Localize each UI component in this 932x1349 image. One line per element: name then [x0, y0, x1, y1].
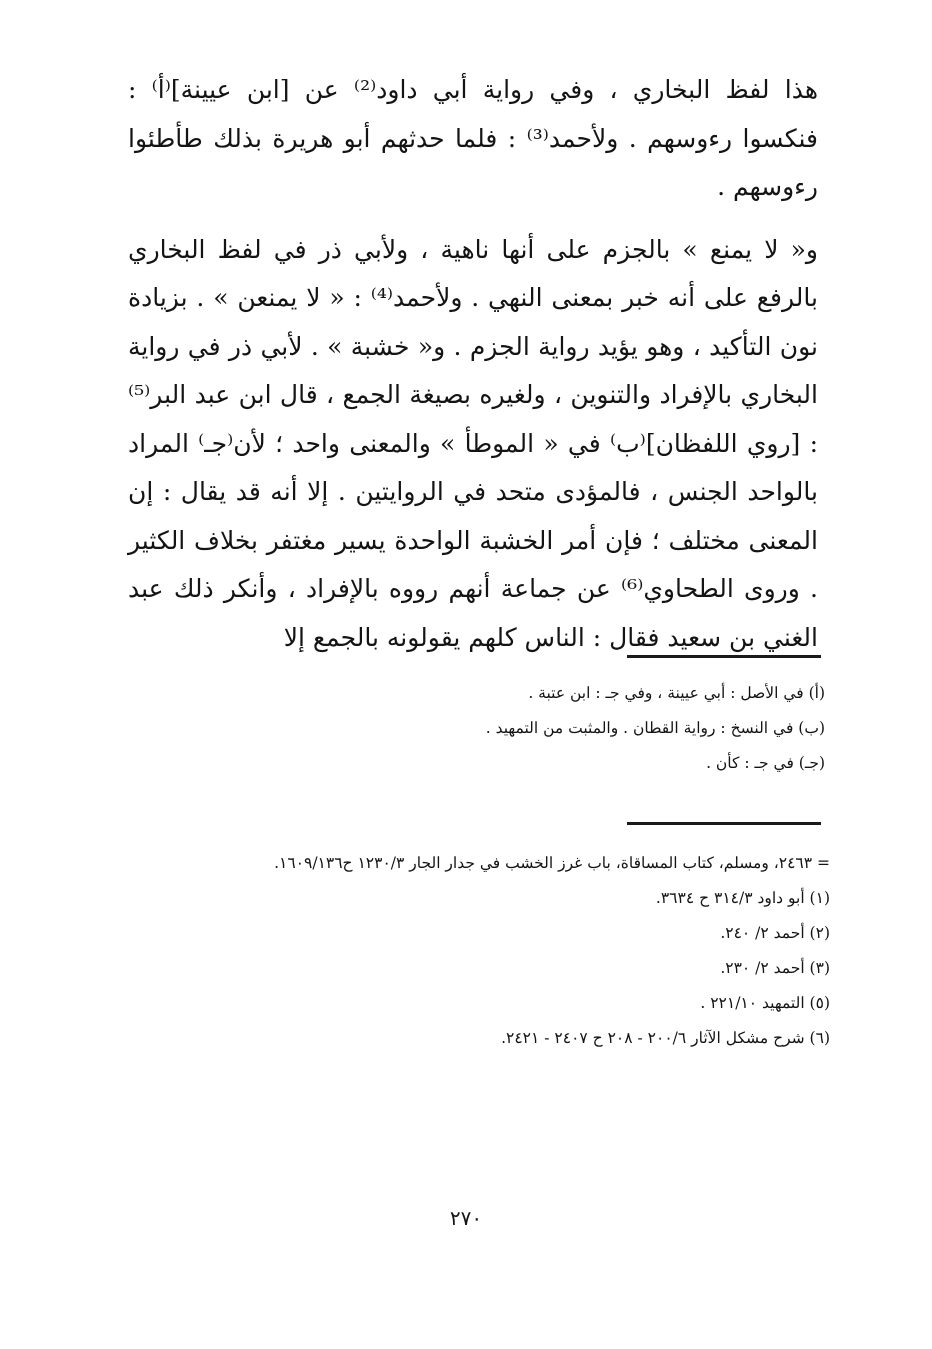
reference-note-3: (٣) أحمد ٢/ ٢٣٠. — [720, 959, 830, 977]
manuscript-note-a: (أ) في الأصل : أبي عيينة ، وفي جـ : ابن عتبة . — [528, 684, 825, 702]
paragraph-1: هذا لفظ البخاري ، وفي رواية أبي داود⁽²⁾ عن [ابن عيينة]⁽أ⁾ : فنكسوا رءوسهم . ولأحمد⁽³⁾ : فلما حدثهم أبو هريرة بذلك طأطئوا رءوسهم . — [128, 75, 818, 201]
reference-note-6: (٦) شرح مشكل الآثار ٢٠٠/٦ - ٢٠٨ ح ٢٤٠٧ - ٢٤٢١. — [501, 1029, 830, 1047]
page-number: ٢٧٠ — [449, 1206, 483, 1230]
paragraph-2: و« لا يمنع » بالجزم على أنها ناهية ، ولأبي ذر في لفظ البخاري بالرفع على أنه خبر بمعنى النهي . ولأحمد⁽⁴⁾ : « لا يمنعن » . بزيادة نون التأكيد ، وهو يؤيد رواية الجزم . و« خشبة » . لأبي ذر في رواية البخاري بالإفراد والتنوين ، ولغيره بصيغة الجمع ، قال ابن عبد البر⁽⁵⁾ : [روي اللفظان]⁽ب⁾ في « الموطأ » والمعنى واحد ؛ لأن⁽جـ⁾ المراد بالواحد الجنس ، فالمؤدى متحد في الروايتين . إلا أنه قد يقال : إن المعنى مختلف ؛ فإن أمر الخشبة الواحدة يسير مغتفر بخلاف الكثير . وروى الطحاوي⁽⁶⁾ عن جماعة أنهم رووه بالإفراد ، وأنكر ذلك عبد الغني بن سعيد فقال : الناس كلهم يقولونه بالجمع إلا — [128, 234, 818, 652]
manuscript-note-c: (جـ) في جـ : كأن . — [706, 754, 825, 772]
reference-notes — [160, 846, 830, 1056]
reference-note-5: (٥) التمهيد ٢٢١/١٠ . — [700, 994, 830, 1012]
manuscript-note-b: (ب) في النسخ : رواية القطان . والمثبت من التمهيد . — [485, 719, 825, 737]
footnote-separator-manuscript — [627, 655, 821, 658]
footnote-separator-references — [627, 822, 821, 825]
manuscript-notes — [300, 676, 825, 781]
main-text-body — [128, 66, 818, 662]
reference-note-continued: = ٢٤٦٣، ومسلم، كتاب المساقاة، باب غرز الخشب في جدار الجار ١٢٣٠/٣ ح١٦٠٩/١٣٦. — [274, 854, 830, 872]
reference-note-2: (٢) أحمد ٢/ ٢٤٠. — [720, 924, 830, 942]
reference-note-1: (١) أبو داود ٣١٤/٣ ح ٣٦٣٤. — [655, 889, 830, 907]
